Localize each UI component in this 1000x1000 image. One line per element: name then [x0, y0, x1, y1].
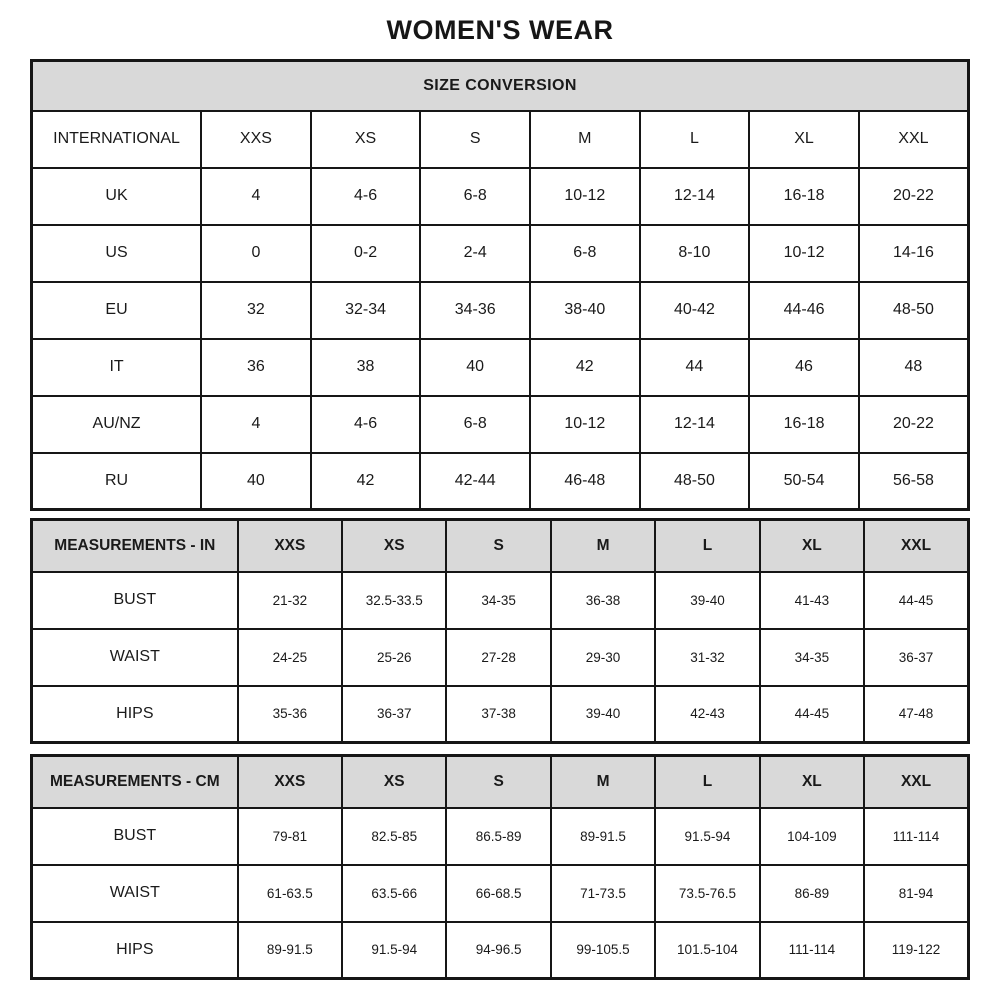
measurement-value: 101.5-104 [655, 922, 759, 979]
size-value: 10-12 [530, 396, 640, 453]
row-label: AU/NZ [32, 396, 202, 453]
measurements-cm-table [30, 754, 970, 980]
size-value: 8-10 [640, 225, 750, 282]
row-label: IT [32, 339, 202, 396]
size-value: 12-14 [640, 168, 750, 225]
measurement-value: 27-28 [446, 629, 550, 686]
size-value: 48-50 [859, 282, 969, 339]
measurement-value: 36-38 [551, 572, 655, 629]
column-header: S [446, 520, 550, 572]
row-label: UK [32, 168, 202, 225]
row-label: WAIST [32, 629, 238, 686]
table-row-waist [32, 865, 969, 922]
measurement-value: 29-30 [551, 629, 655, 686]
table-row-bust [32, 808, 969, 865]
row-label: RU [32, 453, 202, 510]
size-value: 50-54 [749, 453, 859, 510]
size-value: 34-36 [420, 282, 530, 339]
measurement-value: 86-89 [760, 865, 864, 922]
measurement-value: 66-68.5 [446, 865, 550, 922]
column-header: XXL [859, 111, 969, 168]
measurement-value: 89-91.5 [551, 808, 655, 865]
column-header: M [551, 520, 655, 572]
measurement-value: 94-96.5 [446, 922, 550, 979]
size-value: 0 [201, 225, 311, 282]
column-header: XXS [238, 520, 342, 572]
measurement-value: 34-35 [760, 629, 864, 686]
table-header-row [32, 111, 969, 168]
measurement-value: 99-105.5 [551, 922, 655, 979]
column-header: M [551, 756, 655, 808]
measurement-value: 36-37 [864, 629, 968, 686]
column-header: S [446, 756, 550, 808]
table-row-hips [32, 922, 969, 979]
measurement-value: 111-114 [760, 922, 864, 979]
column-header: XXL [864, 756, 968, 808]
column-header: XXS [238, 756, 342, 808]
measurement-value: 36-37 [342, 686, 446, 743]
table-band-row [32, 61, 969, 111]
row-label: WAIST [32, 865, 238, 922]
measurement-value: 24-25 [238, 629, 342, 686]
measurement-value: 63.5-66 [342, 865, 446, 922]
measurements-in-table [30, 518, 970, 744]
column-header: L [655, 520, 759, 572]
table-title: MEASUREMENTS - IN [32, 520, 238, 572]
measurement-value: 81-94 [864, 865, 968, 922]
row-label: HIPS [32, 686, 238, 743]
row-label: BUST [32, 572, 238, 629]
size-conversion-table [30, 59, 970, 511]
table-row-aunz [32, 396, 969, 453]
column-header: XL [760, 756, 864, 808]
size-value: 46 [749, 339, 859, 396]
size-value: 4-6 [311, 168, 421, 225]
size-value: 10-12 [530, 168, 640, 225]
size-value: 0-2 [311, 225, 421, 282]
size-value: 40 [420, 339, 530, 396]
measurement-value: 39-40 [655, 572, 759, 629]
size-conversion-title: SIZE CONVERSION [32, 61, 969, 111]
size-value: 4 [201, 168, 311, 225]
column-header: XS [311, 111, 421, 168]
measurement-value: 47-48 [864, 686, 968, 743]
measurement-value: 39-40 [551, 686, 655, 743]
measurement-value: 111-114 [864, 808, 968, 865]
row-label: US [32, 225, 202, 282]
table-row-hips [32, 686, 969, 743]
measurement-value: 25-26 [342, 629, 446, 686]
size-value: 4-6 [311, 396, 421, 453]
column-header: XXS [201, 111, 311, 168]
table-row-uk [32, 168, 969, 225]
table-row-eu [32, 282, 969, 339]
row-label: HIPS [32, 922, 238, 979]
column-header: M [530, 111, 640, 168]
table-header-row [32, 756, 969, 808]
size-value: 42 [311, 453, 421, 510]
measurement-value: 34-35 [446, 572, 550, 629]
size-value: 6-8 [420, 396, 530, 453]
measurement-value: 91.5-94 [342, 922, 446, 979]
size-value: 16-18 [749, 168, 859, 225]
page-title: WOMEN'S WEAR [386, 15, 614, 45]
measurement-value: 41-43 [760, 572, 864, 629]
size-value: 20-22 [859, 396, 969, 453]
size-value: 42 [530, 339, 640, 396]
measurement-value: 104-109 [760, 808, 864, 865]
size-value: 2-4 [420, 225, 530, 282]
size-value: 40 [201, 453, 311, 510]
size-value: 20-22 [859, 168, 969, 225]
table-header-row [32, 520, 969, 572]
size-value: 36 [201, 339, 311, 396]
column-header: L [655, 756, 759, 808]
measurement-value: 82.5-85 [342, 808, 446, 865]
size-value: 40-42 [640, 282, 750, 339]
size-value: 32 [201, 282, 311, 339]
size-value: 56-58 [859, 453, 969, 510]
column-header: L [640, 111, 750, 168]
measurement-value: 37-38 [446, 686, 550, 743]
size-value: 38 [311, 339, 421, 396]
column-header: XXL [864, 520, 968, 572]
measurement-value: 21-32 [238, 572, 342, 629]
table-row-waist [32, 629, 969, 686]
size-value: 46-48 [530, 453, 640, 510]
measurement-value: 32.5-33.5 [342, 572, 446, 629]
measurement-value: 35-36 [238, 686, 342, 743]
size-value: 44 [640, 339, 750, 396]
column-header: INTERNATIONAL [32, 111, 202, 168]
measurement-value: 91.5-94 [655, 808, 759, 865]
measurement-value: 86.5-89 [446, 808, 550, 865]
measurement-value: 89-91.5 [238, 922, 342, 979]
size-value: 10-12 [749, 225, 859, 282]
column-header: XL [760, 520, 864, 572]
measurement-value: 42-43 [655, 686, 759, 743]
measurement-value: 44-45 [760, 686, 864, 743]
measurement-value: 44-45 [864, 572, 968, 629]
size-value: 44-46 [749, 282, 859, 339]
table-row-us [32, 225, 969, 282]
size-value: 42-44 [420, 453, 530, 510]
measurement-value: 119-122 [864, 922, 968, 979]
measurement-value: 61-63.5 [238, 865, 342, 922]
measurement-value: 31-32 [655, 629, 759, 686]
size-value: 48-50 [640, 453, 750, 510]
measurement-value: 73.5-76.5 [655, 865, 759, 922]
size-value: 14-16 [859, 225, 969, 282]
measurement-value: 79-81 [238, 808, 342, 865]
size-value: 48 [859, 339, 969, 396]
measurement-value: 71-73.5 [551, 865, 655, 922]
column-header: XL [749, 111, 859, 168]
table-row-it [32, 339, 969, 396]
row-label: BUST [32, 808, 238, 865]
row-label: EU [32, 282, 202, 339]
size-value: 16-18 [749, 396, 859, 453]
table-row-bust [32, 572, 969, 629]
table-title: MEASUREMENTS - CM [32, 756, 238, 808]
size-value: 12-14 [640, 396, 750, 453]
column-header: XS [342, 520, 446, 572]
size-value: 32-34 [311, 282, 421, 339]
size-value: 38-40 [530, 282, 640, 339]
size-value: 6-8 [530, 225, 640, 282]
table-row-ru [32, 453, 969, 510]
size-value: 4 [201, 396, 311, 453]
column-header: XS [342, 756, 446, 808]
column-header: S [420, 111, 530, 168]
size-value: 6-8 [420, 168, 530, 225]
